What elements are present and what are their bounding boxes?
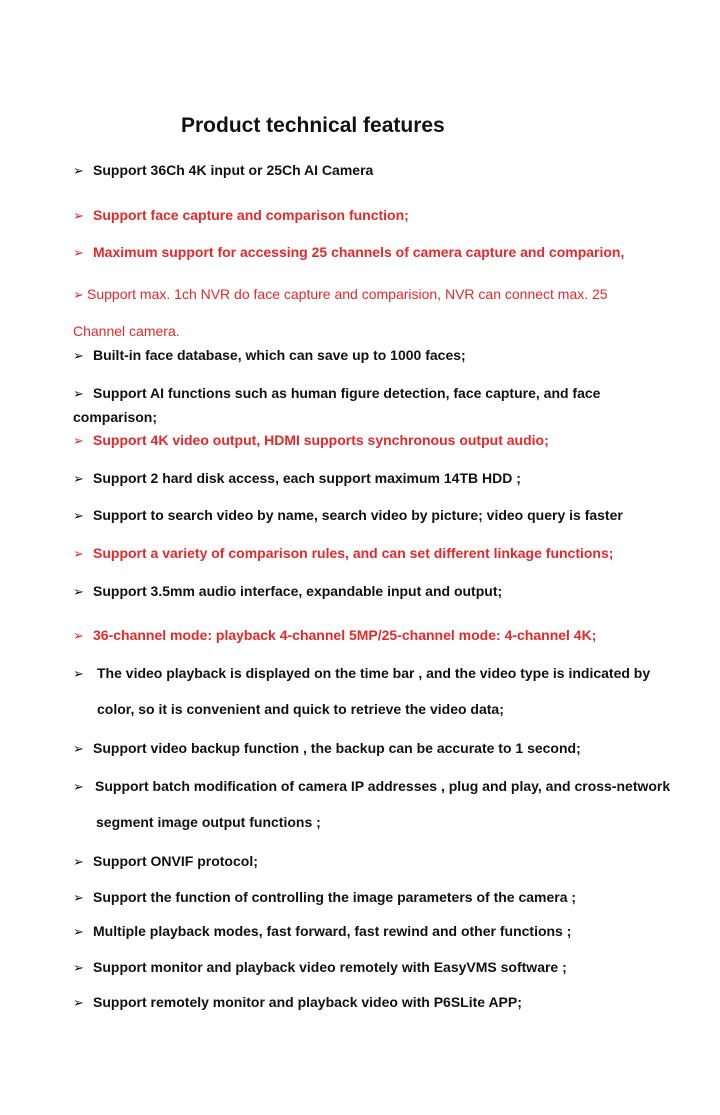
- feature-text: Support 4K video output, HDMI supports synchronous output audio;: [93, 432, 549, 448]
- feature-item: [73, 888, 576, 907]
- feature-text: Support 36Ch 4K input or 25Ch AI Camera: [93, 162, 374, 178]
- feature-text: 36-channel mode: playback 4-channel 5MP/25-channel mode: 4-channel 4K;: [93, 627, 597, 643]
- feature-continuation: segment image output functions ;: [96, 814, 321, 830]
- feature-text: Support 3.5mm audio interface, expandable input and output;: [93, 583, 503, 599]
- feature-text: Built-in face database, which can save up to 1000 faces;: [93, 347, 466, 363]
- feature-item: [73, 922, 571, 941]
- feature-item: [73, 161, 373, 180]
- feature-text: Support a variety of comparison rules, and can set different linkage functions;: [93, 545, 614, 561]
- feature-text: Support the function of controlling the image parameters of the camera ;: [93, 889, 577, 905]
- feature-text: Support AI functions such as human figure detection, face capture, and face: [93, 385, 601, 401]
- feature-continuation: color, so it is convenient and quick to retrieve the video data;: [97, 701, 504, 717]
- feature-text: Support to search video by name, search video by picture; video query is faster: [93, 507, 623, 523]
- feature-item: [73, 243, 624, 262]
- arrow-bullet-icon: ➢: [73, 245, 84, 260]
- feature-item: [73, 206, 409, 225]
- arrow-bullet-icon: ➢: [73, 163, 84, 178]
- feature-item: [73, 544, 613, 563]
- feature-text: Support batch modification of camera IP addresses , plug and play, and cross-network: [95, 778, 671, 794]
- arrow-bullet-icon: ➢: [73, 666, 84, 681]
- arrow-bullet-icon: ➢: [73, 584, 84, 599]
- feature-item: [73, 626, 596, 645]
- arrow-bullet-icon: ➢: [73, 854, 84, 869]
- feature-text: Support ONVIF protocol;: [93, 853, 258, 869]
- page-title: Product technical features: [181, 114, 445, 137]
- feature-text: Maximum support for accessing 25 channels of camera capture and comparion,: [93, 244, 625, 260]
- feature-item: [73, 384, 600, 403]
- arrow-bullet-icon: ➢: [73, 208, 84, 223]
- feature-item: [73, 285, 608, 304]
- arrow-bullet-icon: ➢: [73, 741, 84, 756]
- arrow-bullet-icon: ➢: [73, 348, 84, 363]
- feature-item: [73, 852, 258, 871]
- arrow-bullet-icon: ➢: [73, 386, 84, 401]
- feature-text: Support 2 hard disk access, each support maximum 14TB HDD ;: [93, 470, 521, 486]
- feature-text: Multiple playback modes, fast forward, fast rewind and other functions ;: [93, 923, 572, 939]
- feature-continuation: comparison;: [73, 409, 158, 425]
- feature-item: [73, 664, 650, 683]
- feature-text: Support video backup function , the backup can be accurate to 1 second;: [93, 740, 581, 756]
- arrow-bullet-icon: ➢: [73, 779, 84, 794]
- arrow-bullet-icon: ➢: [73, 471, 84, 486]
- arrow-bullet-icon: ➢: [73, 508, 84, 523]
- arrow-bullet-icon: ➢: [73, 995, 84, 1010]
- arrow-bullet-icon: ➢: [73, 960, 84, 975]
- feature-item: [73, 582, 502, 601]
- feature-continuation: Channel camera.: [73, 323, 180, 339]
- feature-text: Support monitor and playback video remotely with EasyVMS software ;: [93, 959, 567, 975]
- feature-item: [73, 506, 623, 525]
- arrow-bullet-icon: ➢: [73, 546, 84, 561]
- arrow-bullet-icon: ➢: [73, 433, 84, 448]
- feature-item: [73, 958, 567, 977]
- feature-text: Support face capture and comparison function;: [93, 207, 409, 223]
- feature-item: [73, 993, 522, 1012]
- arrow-bullet-icon: ➢: [73, 924, 84, 939]
- arrow-bullet-icon: ➢: [73, 287, 84, 302]
- feature-item: [73, 777, 670, 796]
- feature-text: The video playback is displayed on the time bar , and the video type is indicated by: [97, 665, 651, 681]
- feature-text: Support remotely monitor and playback video with P6SLite APP;: [93, 994, 522, 1010]
- feature-item: [73, 739, 581, 758]
- feature-item: [73, 431, 549, 450]
- arrow-bullet-icon: ➢: [73, 890, 84, 905]
- feature-text: Support max. 1ch NVR do face capture and comparision, NVR can connect max. 25: [87, 286, 608, 302]
- arrow-bullet-icon: ➢: [73, 628, 84, 643]
- feature-item: [73, 346, 466, 365]
- feature-item: [73, 469, 521, 488]
